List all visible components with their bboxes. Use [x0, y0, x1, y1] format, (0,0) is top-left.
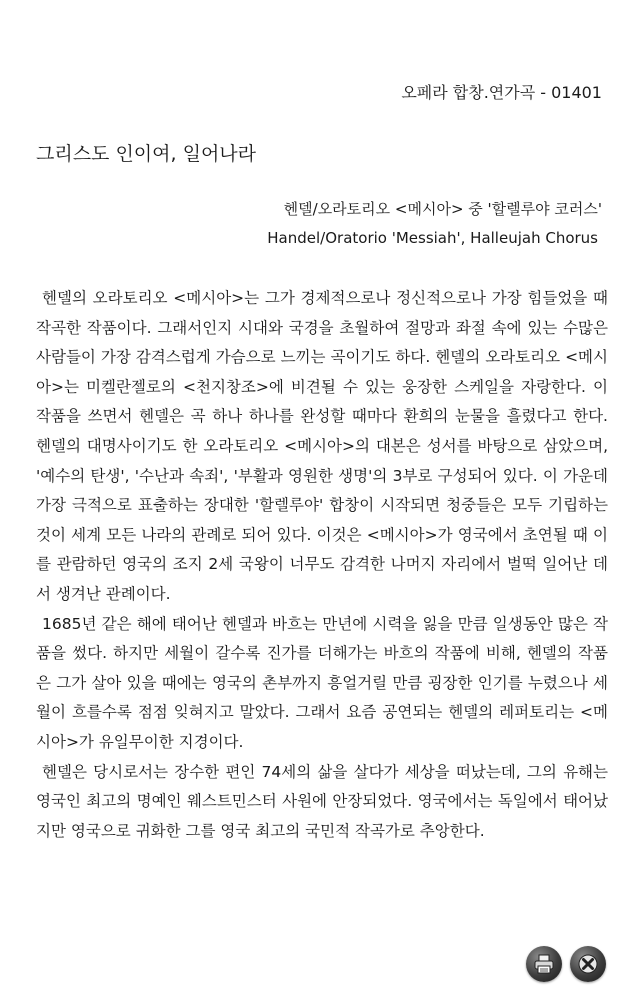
paragraph-3: 헨델은 당시로서는 장수한 편인 74세의 삶을 살다가 세상을 떠났는데, 그의 유해는 영국인 최고의 명예인 웨스트민스터 사원에 안장되었다. 영국에서는 독일에서 태어났지만 영국으로 귀화한 그를 영국 최고의 국민적 작곡가로 추앙한다.	[36, 762, 608, 840]
close-icon	[577, 953, 599, 975]
print-button[interactable]	[526, 946, 562, 982]
category-code: 오페라 합창.연가곡 - 01401	[401, 83, 602, 102]
paragraph-2: 1685년 같은 해에 태어난 헨델과 바흐는 만년에 시력을 잃을 만큼 일생동안 많은 작품을 썼다. 하지만 세월이 갈수록 진가를 더해가는 바흐의 작품에 비해, 헨델의 작품은 그가 살아 있을 때에는 영국의 촌부까지 흥얼거릴 만큼 굉장한 인기를 누렸으나 세월이 흐를수록 점점 잊혀지고 말았다. 그래서 요즘 공연되는 헨델의 레퍼토리는 <메시아>가 유일무이한 지경이다.	[36, 614, 608, 751]
print-icon	[533, 954, 555, 974]
song-title: 그리스도 인이여, 일어나라	[36, 143, 257, 165]
credit-korean: 헨델/오라토리오 <메시아> 중 '할렐루야 코러스'	[283, 200, 602, 218]
credit-english: Handel/Oratorio 'Messiah', Halleujah Chorus	[267, 229, 598, 247]
footer-toolbar	[526, 946, 606, 982]
close-button[interactable]	[570, 946, 606, 982]
paragraph-1: 헨델의 오라토리오 <메시아>는 그가 경제적으로나 정신적으로나 가장 힘들었을 때 작곡한 작품이다. 그래서인지 시대와 국경을 초월하여 절망과 좌절 속에 있는 수많은 사람들이 가장 감격스럽게 가슴으로 느끼는 곡이기도 하다. 헨델의 오라토리오 <메시아>는 미켈란젤로의 <천지창조>에 비견될 수 있는 웅장한 스케일을 자랑한다. 이 작품을 쓰면서 헨델은 곡 하나 하나를 완성할 때마다 환희의 눈물을 흘렸다고 한다. 헨델의 대명사이기도 한 오라토리오 <메시아>의 대본은 성서를 바탕으로 삼았으며, '예수의 탄생', '수난과 속죄', '부활과 영원한 생명'의 3부로 구성되어 있다. 이 가운데 가장 극적으로 표출하는 장대한 '할렐루야' 합창이 시작되면 청중들은 모두 기립하는 것이 세계 모든 나라의 관례로 되어 있다. 이것은 <메시아>가 영국에서 초연될 때 이를 관람하던 영국의 조지 2세 국왕이 너무도 감격한 나머지 자리에서 벌떡 일어난 데서 생겨난 관례이다.	[36, 289, 608, 603]
article-body	[36, 284, 608, 846]
